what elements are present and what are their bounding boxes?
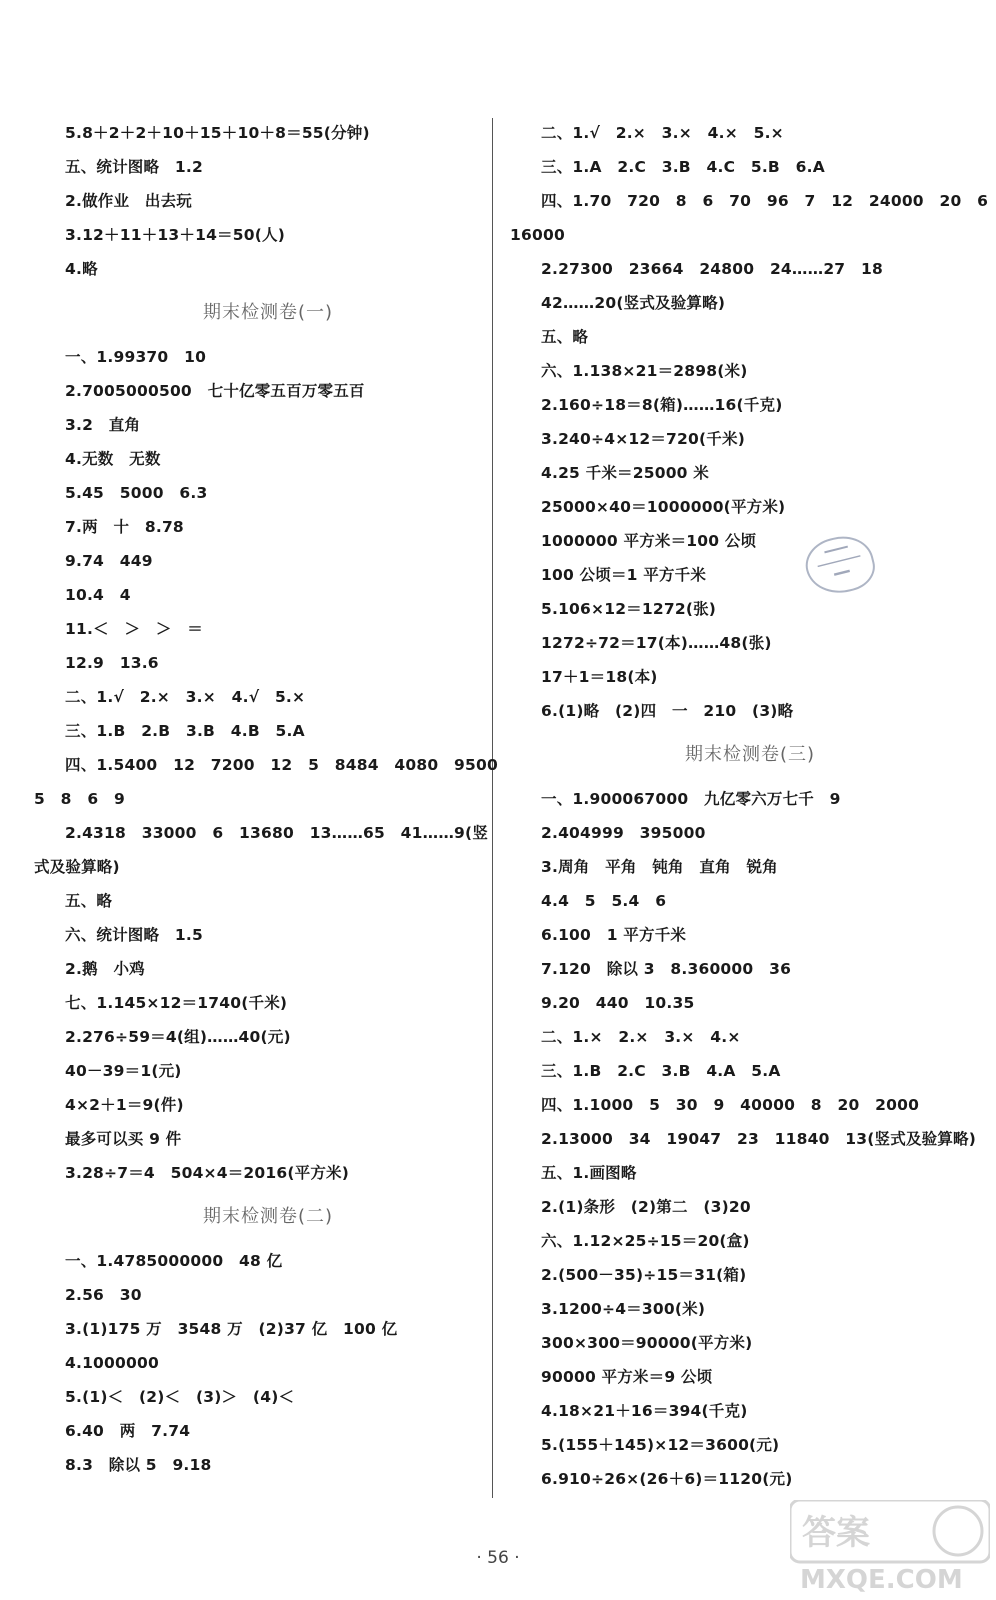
answer-line: 5.8＋2＋2＋10＋15＋10＋8＝55(分钟) [65, 124, 370, 142]
answer-line: 2.404999 395000 [541, 824, 706, 842]
answer-line: 4.略 [65, 260, 98, 278]
answer-line: 8.3 除以 5 9.18 [65, 1456, 212, 1474]
answer-line: 5.(155＋145)×12＝3600(元) [541, 1436, 780, 1454]
answer-line: 5.(1)＜ (2)＜ (3)＞ (4)＜ [65, 1388, 295, 1406]
answer-line: 2.56 30 [65, 1286, 142, 1304]
answer-line: 4.18×21＋16＝394(千克) [541, 1402, 748, 1420]
answer-line: 六、1.138×21＝2898(米) [541, 362, 748, 380]
answer-line: 4.4 5 5.4 6 [541, 892, 667, 910]
svg-text:MXQE.COM: MXQE.COM [800, 1565, 963, 1595]
answer-line: 六、统计图略 1.5 [65, 926, 203, 944]
answer-line: 16000 [510, 226, 565, 244]
answer-line: 5.45 5000 6.3 [65, 484, 208, 502]
section-heading: 期末检测卷(一) [202, 302, 334, 323]
answer-line: 4.1000000 [65, 1354, 159, 1372]
answer-line: 最多可以买 9 件 [65, 1130, 182, 1148]
page-number: · 56 · [476, 1548, 520, 1568]
answer-line: 6.100 1 平方千米 [541, 926, 687, 944]
answer-line: 四、1.5400 12 7200 12 5 8484 4080 9500 [65, 756, 498, 774]
answer-line: 三、1.A 2.C 3.B 4.C 5.B 6.A [541, 158, 825, 176]
answer-line: 2.(500－35)÷15＝31(箱) [541, 1266, 747, 1284]
svg-text:答案: 答案 [802, 1513, 870, 1553]
answer-line: 1272÷72＝17(本)……48(张) [541, 634, 772, 652]
answer-line: 3.(1)175 万 3548 万 (2)37 亿 100 亿 [65, 1320, 398, 1338]
answer-line: 3.28÷7＝4 504×4＝2016(平方米) [65, 1164, 350, 1182]
watermark-logo-icon [790, 1500, 990, 1595]
answer-line: 4.25 千米＝25000 米 [541, 464, 709, 482]
section-heading: 期末检测卷(三) [684, 744, 816, 765]
answer-line: 12.9 13.6 [65, 654, 159, 672]
answer-line: 七、1.145×12＝1740(千米) [65, 994, 288, 1012]
answer-line: 二、1.√ 2.× 3.× 4.√ 5.× [65, 688, 306, 706]
answer-line: 2.27300 23664 24800 24……27 18 [541, 260, 883, 278]
answer-line: 6.40 两 7.74 [65, 1422, 191, 1440]
answer-line: 40－39＝1(元) [65, 1062, 182, 1080]
answer-line: 5 8 6 9 [34, 790, 126, 808]
answer-line: 4.无数 无数 [65, 450, 161, 468]
answer-line: 五、略 [65, 892, 113, 910]
answer-line: 2.(1)条形 (2)第二 (3)20 [541, 1198, 751, 1216]
answer-line: 6.910÷26×(26＋6)＝1120(元) [541, 1470, 793, 1488]
answer-line: 二、1.√ 2.× 3.× 4.× 5.× [541, 124, 784, 142]
answer-line: 3.1200÷4＝300(米) [541, 1300, 706, 1318]
answer-line: 9.20 440 10.35 [541, 994, 695, 1012]
answer-line: 3.240÷4×12＝720(千米) [541, 430, 745, 448]
answer-line: 7.两 十 8.78 [65, 518, 184, 536]
answer-line: 二、1.× 2.× 3.× 4.× [541, 1028, 741, 1046]
answer-line: 五、略 [541, 328, 589, 346]
answer-line: 9.74 449 [65, 552, 153, 570]
answer-line: 17＋1＝18(本) [541, 668, 658, 686]
answer-line: 一、1.99370 10 [65, 348, 207, 366]
answer-line: 2.276÷59＝4(组)……40(元) [65, 1028, 291, 1046]
answer-line: 3.周角 平角 钝角 直角 锐角 [541, 858, 778, 876]
answer-line: 六、1.12×25÷15＝20(盒) [541, 1232, 750, 1250]
answer-line: 2.160÷18＝8(箱)……16(千克) [541, 396, 783, 414]
answer-line: 3.2 直角 [65, 416, 141, 434]
answer-line: 3.12＋11＋13＋14＝50(人) [65, 226, 285, 244]
answer-line: 2.4318 33000 6 13680 13……65 41……9(竖 [65, 824, 489, 842]
answer-line: 6.(1)略 (2)四 一 210 (3)略 [541, 702, 794, 720]
answer-line: 2.13000 34 19047 23 11840 13(竖式及验算略) [541, 1130, 977, 1148]
answer-line: 1000000 平方米＝100 公顷 [541, 532, 757, 550]
answer-line: 2.7005000500 七十亿零五百万零五百 [65, 382, 365, 400]
answer-line: 一、1.900067000 九亿零六万七千 9 [541, 790, 841, 808]
answer-line: 一、1.4785000000 48 亿 [65, 1252, 283, 1270]
answer-line: 四、1.1000 5 30 9 40000 8 20 2000 [541, 1096, 920, 1114]
answer-line: 五、1.画图略 [541, 1164, 637, 1182]
right-column [510, 116, 989, 1496]
section-heading: 期末检测卷(二) [202, 1206, 334, 1227]
answer-line: 式及验算略) [34, 858, 120, 876]
answer-line: 四、1.70 720 8 6 70 96 7 12 24000 20 6 [541, 192, 989, 210]
answer-line: 2.做作业 出去玩 [65, 192, 192, 210]
answer-line: 11.＜ ＞ ＞ ＝ [65, 620, 203, 638]
answer-line: 25000×40＝1000000(平方米) [541, 498, 786, 516]
answer-line: 5.106×12＝1272(张) [541, 600, 717, 618]
answer-line: 42……20(竖式及验算略) [541, 294, 726, 312]
answer-line: 300×300＝90000(平方米) [541, 1334, 753, 1352]
answer-line: 100 公顷＝1 平方千米 [541, 566, 707, 584]
answer-line: 90000 平方米＝9 公顷 [541, 1368, 713, 1386]
answer-line: 三、1.B 2.B 3.B 4.B 5.A [65, 722, 305, 740]
answer-line: 五、统计图略 1.2 [65, 158, 203, 176]
answer-line: 三、1.B 2.C 3.B 4.A 5.A [541, 1062, 781, 1080]
left-column [34, 116, 498, 1482]
answer-line: 10.4 4 [65, 586, 131, 604]
answer-line: 7.120 除以 3 8.360000 36 [541, 960, 792, 978]
column-divider [492, 118, 493, 1498]
answer-line: 4×2＋1＝9(件) [65, 1096, 184, 1114]
answer-line: 2.鹅 小鸡 [65, 960, 145, 978]
